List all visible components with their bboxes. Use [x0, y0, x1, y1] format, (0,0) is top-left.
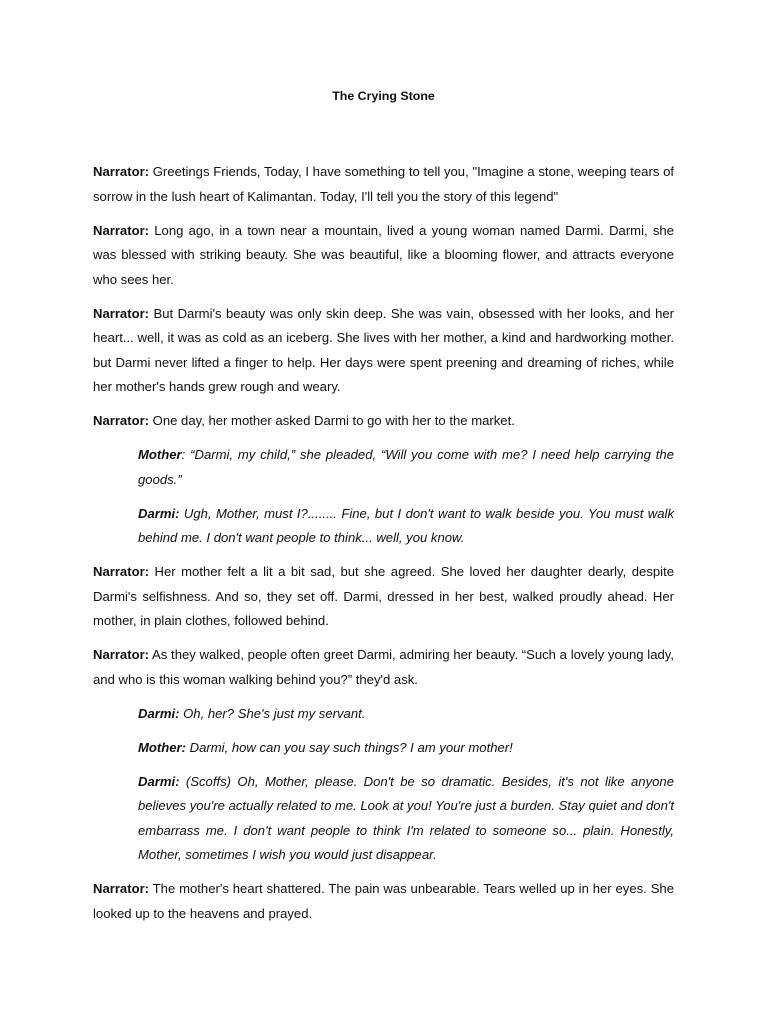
paragraph-text: As they walked, people often greet Darmi, admiring her beauty. “Such a lovely young lady, and who is this woman walking behind you?” they'd ask. [93, 647, 674, 687]
paragraph-2 [93, 219, 674, 293]
paragraph-4 [93, 409, 674, 434]
dialogue-line-mother-1 [138, 443, 674, 492]
paragraph-5 [93, 560, 674, 634]
paragraph-text: The mother's heart shattered. The pain was unbearable. Tears welled up in her eyes. She looked up to the heavens and prayed. [93, 881, 674, 921]
speaker-label: Narrator: [93, 564, 150, 579]
dialogue-text: : “Darmi, my child,” she pleaded, “Will you come with me? I need help carrying the goods.” [138, 447, 674, 487]
paragraph-text: Greetings Friends, Today, I have something to tell you, "Imagine a stone, weeping tears of sorrow in the lush heart of Kalimantan. Today, I'll tell you the story of this legend" [93, 164, 674, 204]
dialogue-line-darmi-2 [138, 702, 674, 727]
paragraph-text: Her mother felt a lit a bit sad, but she agreed. She loved her daughter dearly, despite Darmi's selfishness. And so, they set off. Darmi, dressed in her best, walked proudly ahead. Her mother, in plain clothes, followed behind. [93, 564, 674, 628]
dialogue-text: Darmi, how can you say such things? I am your mother! [186, 739, 513, 755]
speaker-label: Narrator: [93, 222, 150, 238]
speaker-label: Darmi: [138, 705, 180, 721]
speaker-label: Narrator: [93, 164, 150, 179]
dialogue-text: Oh, her? She's just my servant. [179, 705, 366, 721]
paragraph-3 [93, 302, 674, 400]
paragraph-text: Long ago, in a town near a mountain, lived a young woman named Darmi. Darmi, she was blessed with striking beauty. She was beautiful, like a blooming flower, and attracts everyone who sees her. [93, 222, 674, 287]
speaker-label: Narrator: [93, 413, 150, 428]
paragraph-text: One day, her mother asked Darmi to go with her to the market. [149, 413, 515, 428]
dialogue-line-darmi-3 [138, 770, 674, 868]
speaker-label: Narrator: [93, 647, 150, 662]
paragraph-6 [93, 643, 674, 692]
dialogue-line-mother-2 [138, 736, 674, 761]
paragraph-7 [93, 877, 674, 926]
paragraph-text: But Darmi's beauty was only skin deep. She was vain, obsessed with her looks, and her heart... well, it was as cold as an iceberg. She lives with her mother, a kind and hardworking mother. but Darmi never lifted a finger to help. Her days were spent preening and dreaming of riches, while her mother's hands grew rough and weary. [93, 305, 674, 394]
speaker-label: Narrator: [93, 881, 150, 896]
paragraph-1 [93, 160, 674, 209]
speaker-label: Darmi: [138, 505, 180, 521]
document-title: The Crying Stone [332, 89, 435, 103]
dialogue-line-darmi-1 [138, 502, 674, 551]
speaker-label: Mother: [138, 739, 187, 755]
document-page [93, 86, 674, 936]
dialogue-text: Ugh, Mother, must I?........ Fine, but I don't want to walk beside you. You must walk behind me. I don't want people to think... well, you know. [138, 505, 674, 545]
speaker-label: Darmi: [138, 773, 180, 789]
speaker-label: Narrator: [93, 305, 150, 321]
dialogue-text: (Scoffs) Oh, Mother, please. Don't be so dramatic. Besides, it's not like anyone believes you're actually related to me. Look at you! You're just a burden. Stay quiet and don't embarrass me. I don't want people to think I'm related to someone so... plain. Honestly, Mother, sometimes I wish you would just disappear. [138, 773, 674, 862]
speaker-label: Mother [138, 447, 182, 462]
